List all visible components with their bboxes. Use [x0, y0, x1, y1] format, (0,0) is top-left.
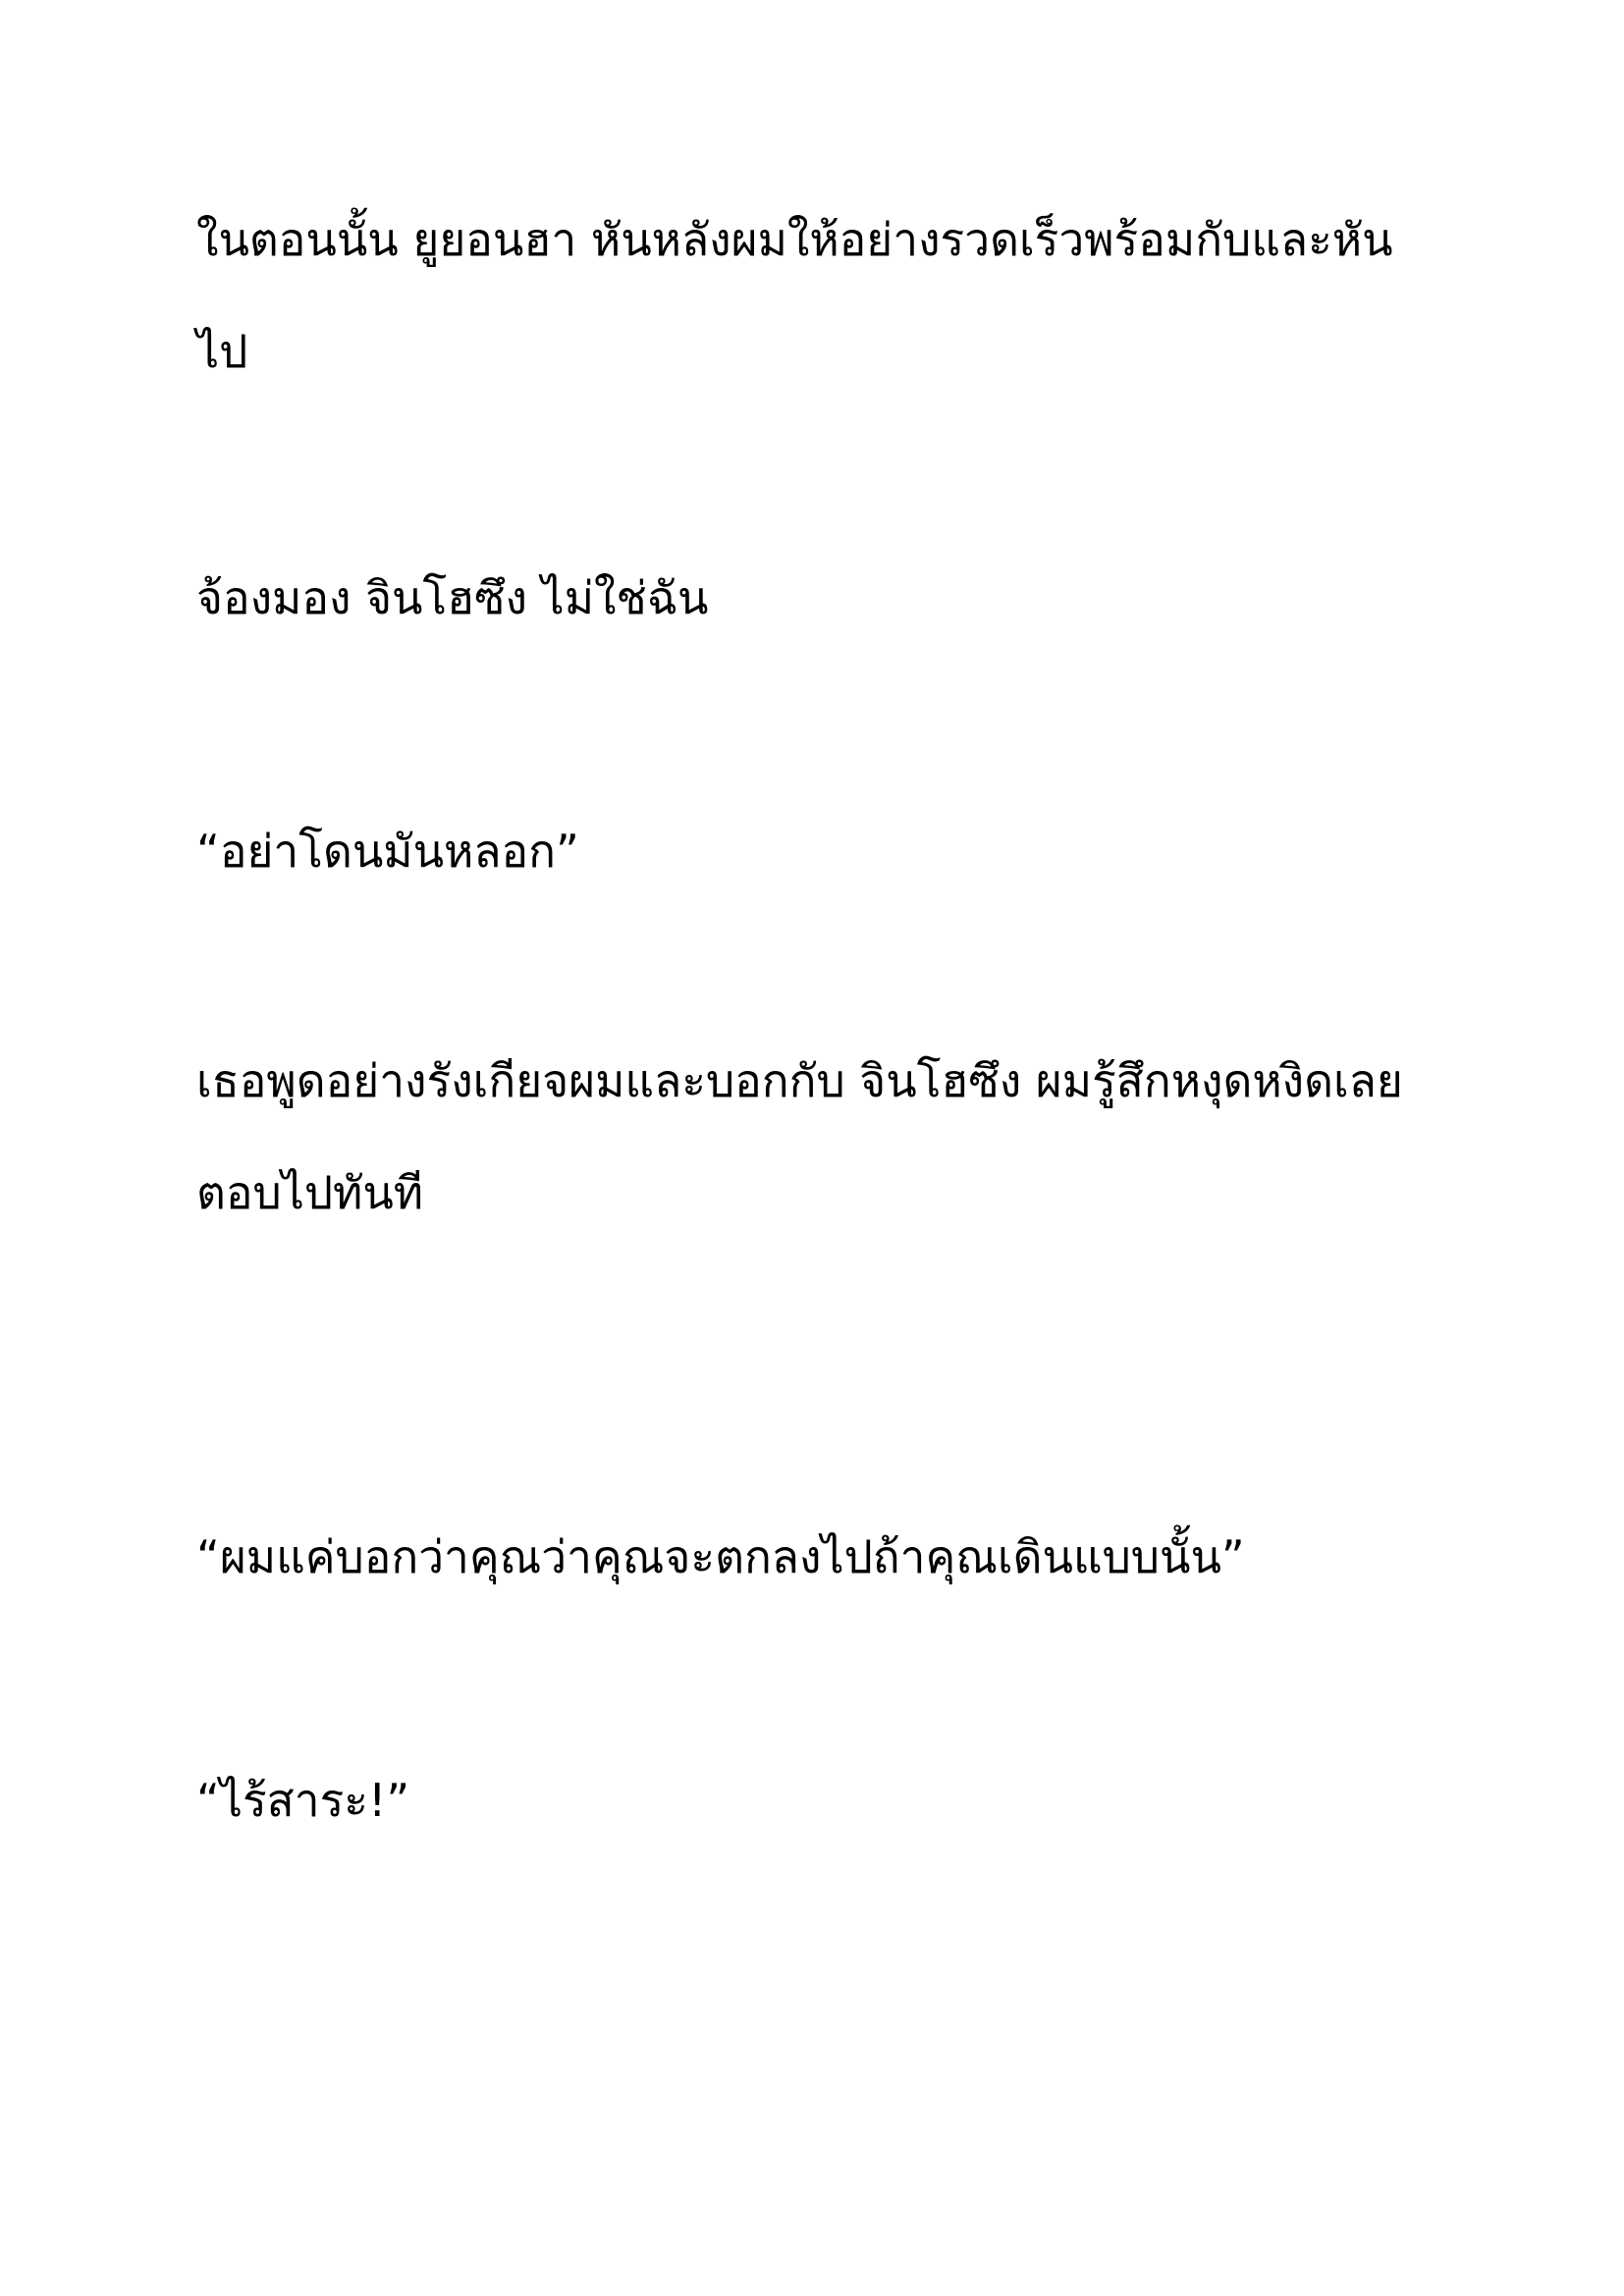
paragraph-3: “อย่าโดนมันหลอก”: [196, 825, 579, 878]
paragraph-6: “ไร้สาระ!”: [196, 1774, 410, 1827]
paragraph-4: เธอพูดอย่างรังเกียจผมและบอกกับ จินโฮซึง ผมรู้สึกหงุดหงิดเลยตอบไปทันที: [196, 1054, 1403, 1219]
paragraph-2: จ้องมอง จินโฮซึง ไม่ใช่ฉัน: [196, 571, 709, 624]
paragraph-1: ในตอนนั้น ยูยอนฮา หันหลังผมให้อย่างรวดเร็วพร้อมกับและหันไป: [196, 213, 1393, 378]
paragraph-5: “ผมแค่บอกว่าคุณว่าคุณจะตกลงไปถ้าคุณเดินแบบนั้น”: [196, 1530, 1245, 1583]
